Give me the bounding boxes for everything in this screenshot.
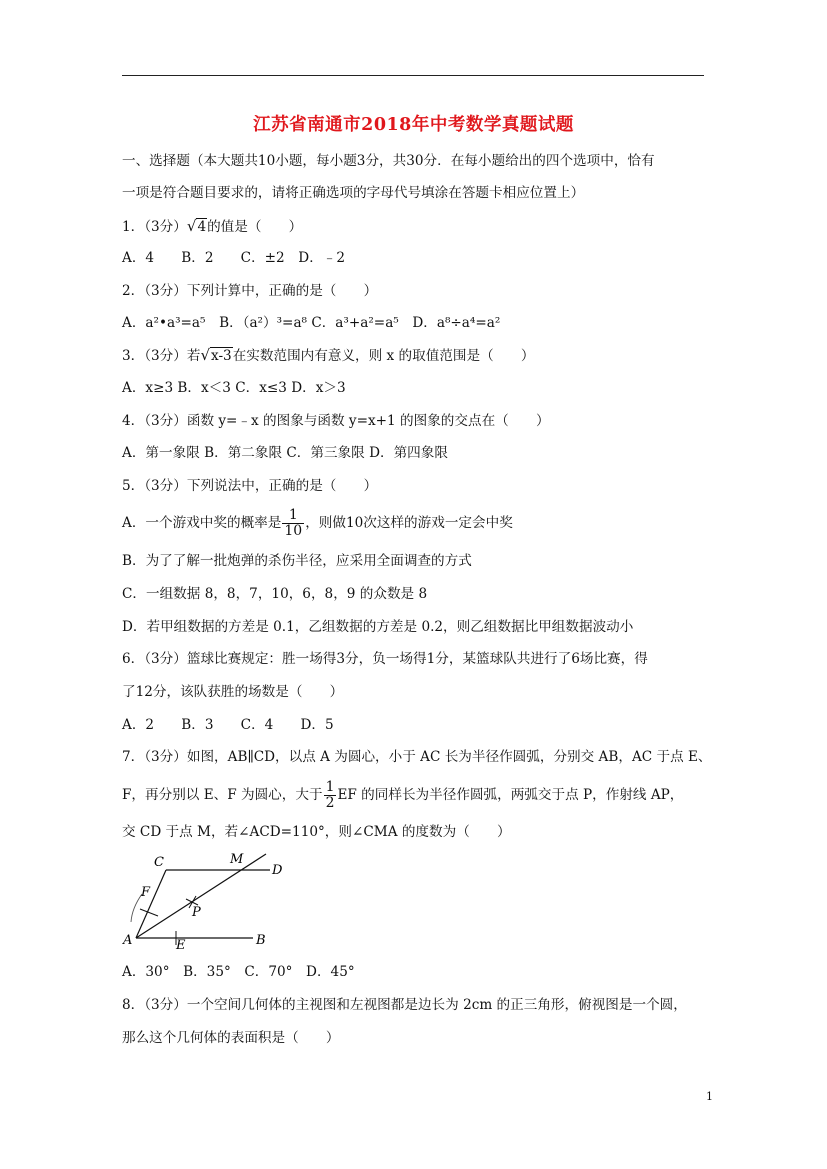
q8-line2: 那么这个几何体的表面积是（ ） xyxy=(122,1030,340,1046)
sqrt-symbol: √x-3 xyxy=(200,346,232,364)
q5-a-suffix: ，则做10次这样的游戏一定会中奖 xyxy=(305,515,513,531)
q3-stem xyxy=(122,346,534,365)
page-number: 1 xyxy=(706,1090,713,1103)
tick-f xyxy=(140,909,158,916)
q2-options: A．a²•a³=a⁵ B．（a²）³=a⁸ C．a³+a²=a⁵ D．a⁸÷a⁴=a² xyxy=(122,315,501,331)
q2-stem: 2．（3分）下列计算中，正确的是（ ） xyxy=(122,283,378,299)
q5-option-d: D．若甲组数据的方差是 0.1，乙组数据的方差是 0.2，则乙组数据比甲组数据波动小 xyxy=(122,619,634,635)
q8-line1: 8．（3分）一个空间几何体的主视图和左视图都是边长为 2cm 的正三角形，俯视图是一个圆， xyxy=(122,997,687,1013)
q1-stem xyxy=(122,217,302,236)
label-a: A xyxy=(123,933,133,948)
fraction-denominator: 10 xyxy=(284,523,303,539)
label-b: B xyxy=(256,933,266,948)
q7-line2-prefix: F，再分别以 E、F 为圆心，大于 xyxy=(122,787,323,803)
q6-line1: 6．（3分）篮球比赛规定：胜一场得3分，负一场得1分，某篮球队共进行了6场比赛，得 xyxy=(122,651,648,667)
label-m: M xyxy=(230,852,244,867)
q7-line2 xyxy=(122,780,683,811)
q7-line3: 交 CD 于点 M，若∠ACD=110°，则∠CMA 的度数为（ ） xyxy=(122,824,511,840)
page-title: 江苏省南通市2018年中考数学真题试题 xyxy=(253,115,574,135)
q3-prefix: 3．（3分）若 xyxy=(122,348,201,364)
q4-options: A．第一象限 B．第二象限 C．第三象限 D．第四象限 xyxy=(122,445,448,461)
q1-prefix: 1．（3分） xyxy=(122,219,187,235)
header-rule xyxy=(122,75,704,76)
label-f: F xyxy=(141,885,151,900)
fraction xyxy=(324,780,337,811)
q1-options: A．4 B．2 C．±2 D．﹣2 xyxy=(122,250,346,266)
label-d: D xyxy=(272,863,283,878)
fraction xyxy=(282,508,304,539)
sqrt-symbol: √4 xyxy=(186,217,207,235)
q7-line1: 7．（3分）如图，AB∥CD，以点 A 为圆心，小于 AC 长为半径作圆弧，分别交 AB，AC 于点 E、 xyxy=(122,749,712,765)
q5-stem: 5．（3分）下列说法中，正确的是（ ） xyxy=(122,478,378,494)
fraction-numerator: 1 xyxy=(282,508,304,524)
geometry-figure xyxy=(118,850,298,952)
q3-options: A．x≥3 B．x＜3 C．x≤3 D．x＞3 xyxy=(122,380,346,396)
q6-options: A．2 B．3 C．4 D．5 xyxy=(122,717,334,733)
q4-stem: 4．（3分）函数 y=﹣x 的图象与函数 y=x+1 的图象的交点在（ ） xyxy=(122,413,550,429)
fraction-numerator: 1 xyxy=(325,779,335,795)
q3-radicand: x-3 xyxy=(211,348,232,364)
section-intro-line1: 一、选择题（本大题共10小题，每小题3分，共30分．在每小题给出的四个选项中，恰有 xyxy=(122,153,655,169)
q5-option-b: B．为了了解一批炮弹的杀伤半径，应采用全面调查的方式 xyxy=(122,553,472,569)
fraction-denominator: 2 xyxy=(325,795,335,811)
q3-suffix: 在实数范围内有意义，则 x 的取值范围是（ ） xyxy=(232,348,535,364)
label-p: P xyxy=(192,905,201,920)
q6-line2: 了12分，该队获胜的场数是（ ） xyxy=(122,684,344,700)
q5-a-prefix: A．一个游戏中奖的概率是 xyxy=(122,515,282,531)
q7-line2-suffix: EF 的同样长为半径作圆弧，两弧交于点 P，作射线 AP， xyxy=(337,787,684,803)
q5-option-a xyxy=(122,508,513,539)
q1-suffix: 的值是（ ） xyxy=(207,219,303,235)
q5-option-c: C．一组数据 8，8，7，10，6，8，9 的众数是 8 xyxy=(122,586,428,602)
section-intro-line2: 一项是符合题目要求的，请将正确选项的字母代号填涂在答题卡相应位置上） xyxy=(122,185,585,201)
q1-radicand: 4 xyxy=(197,219,207,235)
q7-options: A．30° B．35° C．70° D．45° xyxy=(122,964,355,980)
label-e: E xyxy=(176,938,186,952)
label-c: C xyxy=(154,855,164,870)
